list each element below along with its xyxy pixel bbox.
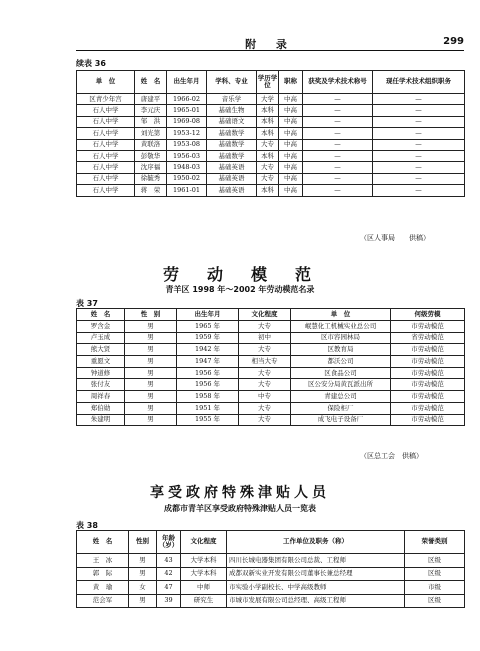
table-cell: 沈序福	[135, 162, 167, 173]
table-cell: 市劳动模范	[391, 321, 465, 333]
page-number: 299	[443, 36, 464, 47]
table-cell: 本科	[257, 105, 279, 116]
table36-header: 单 位	[77, 71, 135, 94]
table-cell: 1955 年	[177, 414, 239, 426]
table-cell: 1953-12	[167, 128, 207, 139]
table-cell: 男	[125, 379, 177, 391]
table-cell: 中高	[279, 185, 303, 196]
table-cell: 本科	[257, 150, 279, 161]
table-cell: 区青少年宫	[77, 94, 135, 105]
table-row	[77, 391, 465, 403]
table-cell: 成都双新实业开发有限公司董事长兼总经理	[227, 567, 405, 581]
table-cell: 周祥春	[77, 391, 125, 403]
table38-header: 性别	[129, 531, 157, 554]
table36-header: 姓 名	[135, 71, 167, 94]
table37	[76, 308, 465, 426]
table-cell: 男	[125, 414, 177, 426]
table-cell: 石人中学	[77, 162, 135, 173]
table-cell: 唐建平	[135, 94, 167, 105]
table-cell: 1969-08	[167, 116, 207, 127]
table-cell: 省劳动模范	[391, 332, 465, 344]
table-cell: 区级	[405, 594, 465, 608]
table-cell: 基础数学	[207, 128, 257, 139]
table36-header: 职称	[279, 71, 303, 94]
table-cell: 中高	[279, 162, 303, 173]
table-row	[77, 594, 465, 608]
table37-header: 何级劳模	[391, 309, 465, 321]
table-cell: 大专	[239, 367, 291, 379]
table-cell: 1951 年	[177, 402, 239, 414]
table-cell: 范会军	[77, 594, 129, 608]
table37-header: 出生年月	[177, 309, 239, 321]
table-cell: 男	[125, 321, 177, 333]
table-cell: 市劳动模范	[391, 379, 465, 391]
table-cell: 1950-02	[167, 173, 207, 184]
table-cell: 市劳动模范	[391, 402, 465, 414]
table-cell: 中高	[279, 173, 303, 184]
table-cell: 熊大贤	[77, 344, 125, 356]
table-cell: 研究生	[181, 594, 227, 608]
table-cell: 1966-02	[167, 94, 207, 105]
table37-header: 姓 名	[77, 309, 125, 321]
table-cell: 1948-03	[167, 162, 207, 173]
table38-header-row	[77, 531, 465, 554]
table38-header: 姓 名	[77, 531, 129, 554]
table36-header: 获奖及学术技术称号	[303, 71, 373, 94]
table-cell: —	[373, 105, 465, 116]
table-cell: 男	[125, 356, 177, 368]
table36	[76, 70, 465, 197]
table36-header: 出生年月	[167, 71, 207, 94]
table-cell: —	[303, 185, 373, 196]
table-cell: 1956 年	[177, 367, 239, 379]
table36-header: 学科、专业	[207, 71, 257, 94]
table-cell: 男	[125, 391, 177, 403]
table-cell: 男	[129, 554, 157, 568]
table-cell: 1953-08	[167, 139, 207, 150]
table-cell: 区公安分局黄瓦派出所	[291, 379, 391, 391]
table-cell: 中专	[239, 391, 291, 403]
table38-header: 工作单位及职务（称）	[227, 531, 405, 554]
table-row	[77, 356, 465, 368]
table-cell: 大专	[239, 402, 291, 414]
table-cell: 中高	[279, 116, 303, 127]
header-title: 附 录	[245, 38, 295, 51]
table37-header-row	[77, 309, 465, 321]
table-cell: 石人中学	[77, 128, 135, 139]
table37-label: 表 37	[76, 299, 98, 308]
table-cell: 大学本科	[181, 554, 227, 568]
table-row	[77, 105, 465, 116]
table-row	[77, 332, 465, 344]
table36-label: 续表 36	[76, 59, 106, 68]
table37-header: 单 位	[291, 309, 391, 321]
table-cell: —	[373, 173, 465, 184]
table-cell: 大专	[239, 321, 291, 333]
table-cell: 本科	[257, 116, 279, 127]
table-cell: —	[373, 139, 465, 150]
table-cell: 市劳动模范	[391, 391, 465, 403]
table-cell: —	[303, 105, 373, 116]
table-cell: 47	[157, 581, 181, 595]
table-cell: 石人中学	[77, 150, 135, 161]
table-cell: 市级	[405, 581, 465, 595]
table-cell: 大学本科	[181, 567, 227, 581]
table38-header: 荣誉类别	[405, 531, 465, 554]
table-cell: 大学	[257, 94, 279, 105]
table-cell: 黄联洛	[135, 139, 167, 150]
table-cell: 市劳动模范	[391, 344, 465, 356]
table-cell: 邹 洪	[135, 116, 167, 127]
table-cell: 王 冰	[77, 554, 129, 568]
table-row	[77, 414, 465, 426]
table-cell: 基础英语	[207, 162, 257, 173]
table-cell: 刘光第	[135, 128, 167, 139]
table-cell: 基础生物	[207, 105, 257, 116]
table-cell: 彭敬华	[135, 150, 167, 161]
table-cell: 石人中学	[77, 116, 135, 127]
table-cell: —	[373, 150, 465, 161]
table-cell: 基础英语	[207, 185, 257, 196]
table-cell: 1965-01	[167, 105, 207, 116]
table-cell: 保险柜厂	[291, 402, 391, 414]
table-cell: 区教育局	[291, 344, 391, 356]
table-cell: 大专	[239, 344, 291, 356]
table36-source: （区人事局 供稿）	[360, 234, 430, 242]
table-cell: 区市容园林局	[291, 332, 391, 344]
table-cell: 区食品公司	[291, 367, 391, 379]
table-cell: 青建总公司	[291, 391, 391, 403]
table-cell: 郭 际	[77, 567, 129, 581]
table-cell: 1958 年	[177, 391, 239, 403]
table-cell: 张付友	[77, 379, 125, 391]
table-row	[77, 402, 465, 414]
page-header	[76, 36, 464, 51]
table-cell: 中高	[279, 150, 303, 161]
table37-source: （区总工会 供稿）	[360, 452, 423, 460]
table-cell: 李元庆	[135, 105, 167, 116]
table-cell: —	[303, 162, 373, 173]
table-cell: 钟道修	[77, 367, 125, 379]
table-row	[77, 150, 465, 161]
table-cell: 郑伯勋	[77, 402, 125, 414]
table36-header: 现任学术技术组织职务	[373, 71, 465, 94]
table-cell: 市实验小学副校长、中学高级教师	[227, 581, 405, 595]
section2-subtitle: 成都市青羊区享受政府特殊津贴人员一览表	[164, 504, 316, 513]
table-cell: 相当大专	[239, 356, 291, 368]
table-cell: 中高	[279, 139, 303, 150]
section1-title: 劳 动 模 范	[162, 265, 317, 284]
table-cell: —	[373, 94, 465, 105]
table-cell: 1961-01	[167, 185, 207, 196]
table-row	[77, 554, 465, 568]
table-cell: 42	[157, 567, 181, 581]
table-cell: 重愿文	[77, 356, 125, 368]
table-cell: 男	[125, 344, 177, 356]
table-cell: —	[303, 150, 373, 161]
table-cell: 罗含金	[77, 321, 125, 333]
table-cell: 大专	[257, 173, 279, 184]
table-cell: 卢玉成	[77, 332, 125, 344]
table-row	[77, 344, 465, 356]
table-row	[77, 162, 465, 173]
table-row	[77, 567, 465, 581]
table-cell: 基础数学	[207, 150, 257, 161]
table-cell: 本科	[257, 185, 279, 196]
table-row	[77, 116, 465, 127]
table-cell: 市劳动模范	[391, 356, 465, 368]
table38-header: 年龄（岁）	[157, 531, 181, 554]
table-cell: 男	[129, 567, 157, 581]
table-cell: 1956 年	[177, 379, 239, 391]
table-cell: 男	[129, 594, 157, 608]
table-cell: 大专	[257, 139, 279, 150]
table-cell: 石人中学	[77, 139, 135, 150]
table-cell: 市劳动模范	[391, 367, 465, 379]
table-cell: —	[373, 128, 465, 139]
table-cell: 中师	[181, 581, 227, 595]
table-cell: —	[303, 139, 373, 150]
table-cell: —	[303, 116, 373, 127]
table-cell: 大专	[239, 379, 291, 391]
table-row	[77, 367, 465, 379]
table-cell: 黄 瑜	[77, 581, 129, 595]
table-cell: —	[303, 173, 373, 184]
table-cell: 初中	[239, 332, 291, 344]
table-cell: 中高	[279, 105, 303, 116]
table-cell: 男	[125, 332, 177, 344]
table-row	[77, 185, 465, 196]
section2-title: 享受政府特殊津贴人员	[150, 485, 330, 501]
table-cell: 石人中学	[77, 105, 135, 116]
table-cell: 1956-03	[167, 150, 207, 161]
table-cell: 大专	[257, 162, 279, 173]
table-cell: —	[373, 116, 465, 127]
table-cell: 蒋 荣	[135, 185, 167, 196]
table-cell: 中高	[279, 94, 303, 105]
table38-header: 文化程度	[181, 531, 227, 554]
table-cell: 市劳动模范	[391, 414, 465, 426]
table-cell: 音乐学	[207, 94, 257, 105]
table-cell: 市城市发展有限公司总经理、高级工程师	[227, 594, 405, 608]
table-cell: 大专	[239, 414, 291, 426]
table-cell: —	[303, 128, 373, 139]
table38	[76, 530, 465, 608]
table-cell: 岷慧化工机械实业总公司	[291, 321, 391, 333]
table-cell: 男	[125, 367, 177, 379]
table-cell: 男	[125, 402, 177, 414]
table-cell: 1942 年	[177, 344, 239, 356]
table-cell: 基础语文	[207, 116, 257, 127]
table-cell: —	[373, 185, 465, 196]
table-cell: 中高	[279, 128, 303, 139]
table-cell: 区级	[405, 554, 465, 568]
table36-header: 学历学位	[257, 71, 279, 94]
table-row	[77, 379, 465, 391]
table37-header: 性 别	[125, 309, 177, 321]
table-cell: 基础英语	[207, 173, 257, 184]
table-cell: 女	[129, 581, 157, 595]
table37-header: 文化程度	[239, 309, 291, 321]
table-row	[77, 581, 465, 595]
section1-subtitle: 青羊区 1998 年～2002 年劳动模范名录	[165, 285, 315, 294]
table-row	[77, 173, 465, 184]
table-cell: —	[373, 162, 465, 173]
table-row	[77, 94, 465, 105]
table-cell: 39	[157, 594, 181, 608]
table-cell: 成飞电子设备厂	[291, 414, 391, 426]
table-cell: 基础数学	[207, 139, 257, 150]
table-cell: 1959 年	[177, 332, 239, 344]
table-cell: 石人中学	[77, 185, 135, 196]
table-cell: 43	[157, 554, 181, 568]
table-cell: —	[303, 94, 373, 105]
table-row	[77, 321, 465, 333]
table-cell: 1947 年	[177, 356, 239, 368]
table-cell: 徐毓秀	[135, 173, 167, 184]
table-cell: 朱建明	[77, 414, 125, 426]
table-row	[77, 139, 465, 150]
table-cell: 都沃公司	[291, 356, 391, 368]
table-cell: 石人中学	[77, 173, 135, 184]
table-cell: 区级	[405, 567, 465, 581]
table-row	[77, 128, 465, 139]
table36-header-row	[77, 71, 465, 94]
table-cell: 四川长城电器集团有限公司总裁、工程师	[227, 554, 405, 568]
table-cell: 本科	[257, 128, 279, 139]
table38-label: 表 38	[76, 521, 98, 530]
table-cell: 1965 年	[177, 321, 239, 333]
